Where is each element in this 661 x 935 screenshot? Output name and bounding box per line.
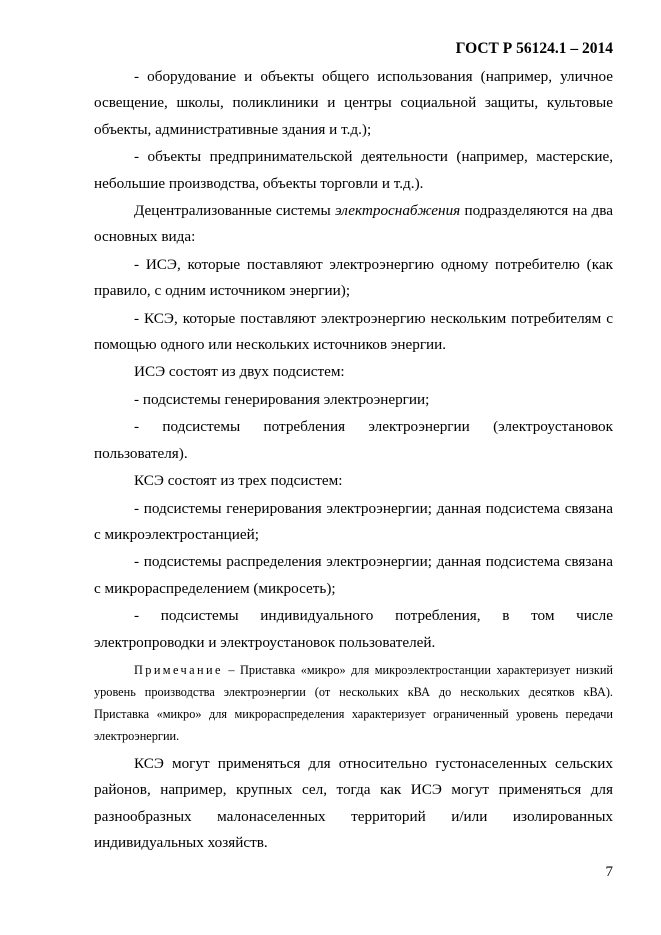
italic-term: электроснабжения xyxy=(334,202,461,220)
paragraph-3-start: Децентрализованные системы xyxy=(134,202,335,220)
note-block xyxy=(94,659,613,747)
paragraph-9: КСЭ состоят из трех подсистем: xyxy=(134,472,343,490)
note-text: – Приставка «микро» для микроэлектростанции характеризует низкий уровень производства электроэнергии (от нескольких кВА до нескольких десятков кВА). Приставка «микро» для микрораспределения характеризует ограниченный уровень передачи электроэнергии. xyxy=(94,662,613,743)
note-label: Примечание xyxy=(134,662,223,677)
paragraph-8: - подсистемы потребления электроэнергии (электроустановок пользователя). xyxy=(94,418,613,462)
paragraph-6: ИСЭ состоят из двух подсистем: xyxy=(134,363,345,381)
paragraph-7: - подсистемы генерирования электроэнергии; xyxy=(134,390,430,408)
paragraph-1: - оборудование и объекты общего использования (например, уличное освещение, школы, поликлиники и центры социальной защиты, культовые объекты, административные здания и т.д.); xyxy=(94,68,613,138)
paragraph-12: - подсистемы индивидуального потребления, в том числе электропроводки и электроустановок пользователей. xyxy=(94,607,613,651)
paragraph-4: - ИСЭ, которые поставляют электроэнергию одному потребителю (как правило, с одним источником энергии); xyxy=(94,255,613,300)
paragraph-11: - подсистемы распределения электроэнергии; данная подсистема связана с микрораспределением (микросеть); xyxy=(94,553,613,597)
paragraph-3 xyxy=(94,198,613,251)
final-paragraph: КСЭ могут применяться для относительно густонаселенных сельских районов, например, крупных сел, тогда как ИСЭ могут применяться для разнообразных малонаселенных территорий и/или изолированных индивидуальных хозяйств. xyxy=(94,754,613,852)
paragraph-5: - КСЭ, которые поставляют электроэнергию нескольким потребителям с помощью одного или нескольких источников энергии. xyxy=(94,309,613,354)
paragraph-2: - объекты предпринимательской деятельности (например, мастерские, небольшие производства, объекты торговли и т.д.). xyxy=(94,148,613,192)
page-number: 7 xyxy=(605,864,613,880)
paragraph-3-end: подразделяются на два основных вида: xyxy=(94,202,613,246)
paragraph-10: - подсистемы генерирования электроэнергии; данная подсистема связана с микроэлектростанцией; xyxy=(94,499,613,543)
body-text xyxy=(94,64,613,857)
standard-header: ГОСТ Р 56124.1 – 2014 xyxy=(455,40,613,57)
